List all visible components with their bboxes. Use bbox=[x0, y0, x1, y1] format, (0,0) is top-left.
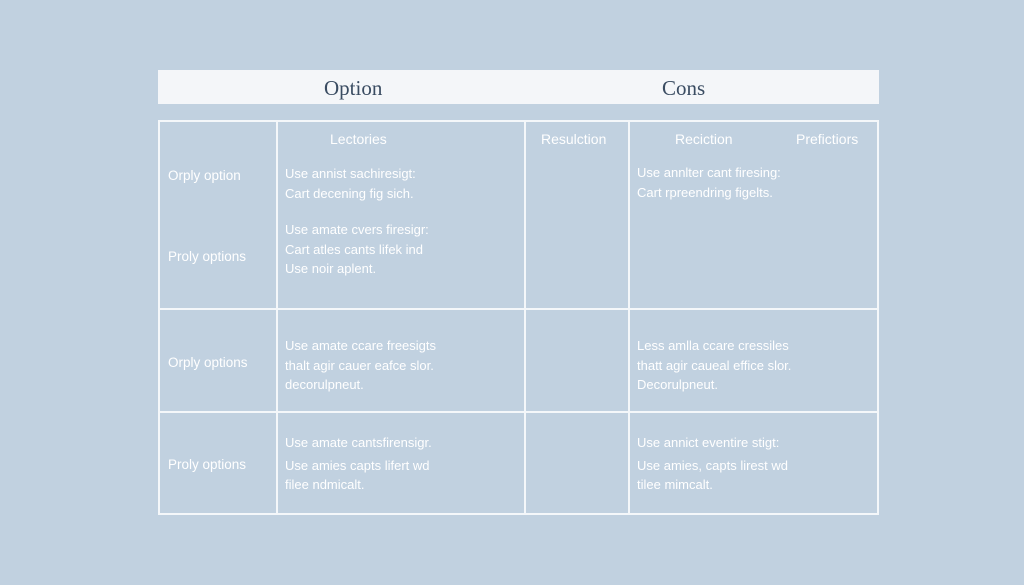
row-label: Orply option bbox=[168, 168, 241, 183]
cons-heading: Cons bbox=[662, 76, 706, 100]
row-label: Proly options bbox=[168, 249, 247, 264]
option-heading: Option bbox=[324, 76, 383, 100]
table-cell: Use annlter cant firesing: Cart rpreendring figelts. bbox=[637, 165, 781, 200]
column-divider bbox=[524, 122, 526, 513]
row-divider bbox=[160, 308, 877, 310]
column-header-reciction: Reciction bbox=[675, 131, 733, 147]
column-divider bbox=[628, 122, 630, 513]
row-divider bbox=[160, 411, 877, 413]
column-header-lectories: Lectories bbox=[330, 131, 387, 147]
row-label: Orply options bbox=[168, 355, 248, 370]
table-cell: Less amlla ccare cressiles thatt agir caueal effice slor. Decorulpneut. bbox=[637, 338, 792, 392]
comparison-table bbox=[158, 120, 879, 515]
column-header-prefictiors: Prefictiors bbox=[796, 131, 859, 147]
table-cell: Use amate cvers firesigr: Cart atles cants lifek ind Use noir aplent. bbox=[285, 222, 429, 276]
table-cell: Use annict eventire stigt: Use amies, capts lirest wd tilee mimcalt. bbox=[637, 435, 788, 492]
table-cell: Use annist sachiresigt: Cart decening fig sich. bbox=[285, 166, 416, 201]
table-cell: Use amate cantsfirensigr. Use amies capts lifert wd filee ndmicalt. bbox=[285, 435, 432, 492]
column-header-resulction: Resulction bbox=[541, 131, 607, 147]
column-divider bbox=[276, 122, 278, 513]
table-header-bar bbox=[158, 70, 879, 104]
row-label: Proly options bbox=[168, 457, 247, 472]
table-cell: Use amate ccare freesigts thalt agir cauer eafce slor. decorulpneut. bbox=[285, 338, 437, 392]
